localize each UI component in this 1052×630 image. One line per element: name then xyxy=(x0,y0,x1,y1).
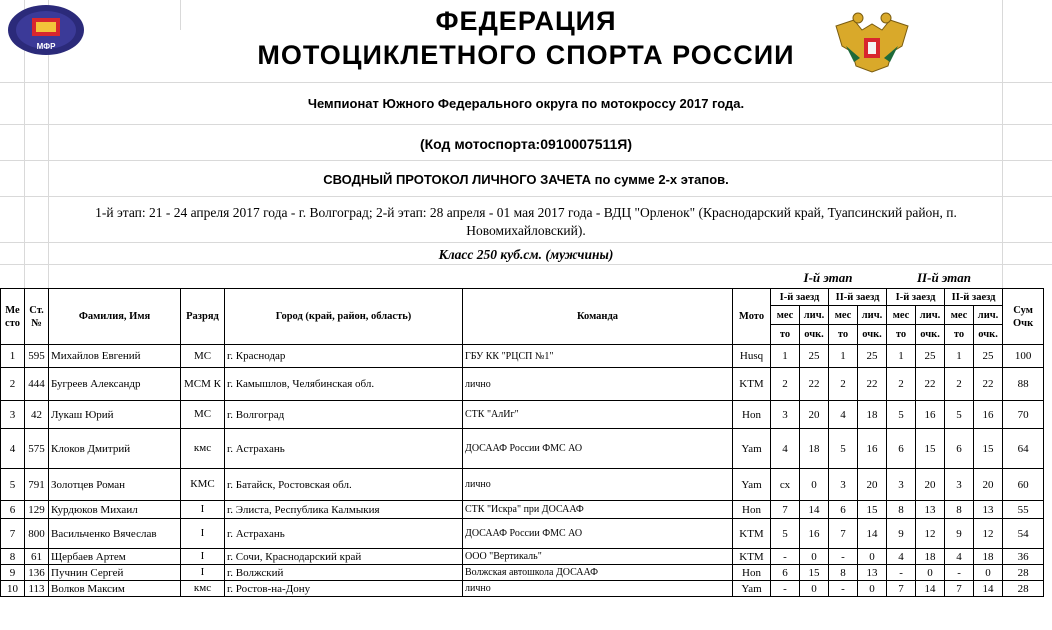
cell-city: г. Батайск, Ростовская обл. xyxy=(225,469,463,501)
sub-pts-bottom: очк. xyxy=(974,325,1003,345)
cell-rank: I xyxy=(181,519,225,549)
cell-name: Лукаш Юрий xyxy=(49,401,181,429)
cell-num: 42 xyxy=(25,401,49,429)
sub-pts-top: лич. xyxy=(800,306,829,325)
s1-heat2-header: II-й заезд xyxy=(829,289,887,306)
cell-moto: Yam xyxy=(733,469,771,501)
cell-s1h1o: 14 xyxy=(800,501,829,519)
cell-s2h2p: - xyxy=(945,565,974,581)
cell-s1h2o: 15 xyxy=(858,501,887,519)
cell-s2h2o: 0 xyxy=(974,565,1003,581)
cell-s1h1o: 22 xyxy=(800,368,829,401)
cell-s1h1o: 18 xyxy=(800,429,829,469)
cell-s1h2p: 7 xyxy=(829,519,858,549)
gridline xyxy=(0,160,1052,161)
cell-city: г. Камышлов, Челябинская обл. xyxy=(225,368,463,401)
cell-rank: МСМ К xyxy=(181,368,225,401)
cell-s1h1p: 2 xyxy=(771,368,800,401)
cell-place: 6 xyxy=(1,501,25,519)
cell-rank: МС xyxy=(181,401,225,429)
cell-s2h2p: 7 xyxy=(945,581,974,597)
cell-rank: кмс xyxy=(181,581,225,597)
cell-s2h1o: 25 xyxy=(916,345,945,368)
cell-city: г. Волгоград xyxy=(225,401,463,429)
cell-s1h1o: 25 xyxy=(800,345,829,368)
gridline xyxy=(0,196,1052,197)
cell-s2h2o: 12 xyxy=(974,519,1003,549)
col-place-header: Ме сто xyxy=(1,289,25,345)
cell-num: 575 xyxy=(25,429,49,469)
s1-heat1-header: I-й заезд xyxy=(771,289,829,306)
cell-s2h1p: 9 xyxy=(887,519,916,549)
cell-num: 129 xyxy=(25,501,49,519)
cell-s2h2o: 18 xyxy=(974,549,1003,565)
table-row xyxy=(1,429,1044,469)
gridline xyxy=(0,264,1052,265)
cell-sum: 70 xyxy=(1003,401,1044,429)
cell-s2h2o: 16 xyxy=(974,401,1003,429)
s2-heat2-header: II-й заезд xyxy=(945,289,1003,306)
table-row xyxy=(1,401,1044,429)
gridline xyxy=(0,242,1052,243)
cell-s2h1p: 4 xyxy=(887,549,916,565)
cell-s2h2o: 25 xyxy=(974,345,1003,368)
cell-sum: 88 xyxy=(1003,368,1044,401)
sub-place-bottom: то xyxy=(829,325,858,345)
cell-team: СТК "Искра" при ДОСААФ xyxy=(463,501,733,519)
cell-s2h1o: 20 xyxy=(916,469,945,501)
col-rank-header: Разряд xyxy=(181,289,225,345)
cell-rank: кмс xyxy=(181,429,225,469)
cell-s2h1o: 13 xyxy=(916,501,945,519)
cell-name: Бугреев Александр xyxy=(49,368,181,401)
col-num-header: Ст. № xyxy=(25,289,49,345)
cell-s2h1p: 1 xyxy=(887,345,916,368)
cell-s1h1p: сх xyxy=(771,469,800,501)
cell-sum: 36 xyxy=(1003,549,1044,565)
sub-place-top: мес xyxy=(945,306,974,325)
sub-place-bottom: то xyxy=(887,325,916,345)
cell-s1h1p: 7 xyxy=(771,501,800,519)
cell-place: 5 xyxy=(1,469,25,501)
col-sum-header: Сум Очк xyxy=(1003,289,1044,345)
cell-name: Васильченко Вячеслав xyxy=(49,519,181,549)
cell-sum: 28 xyxy=(1003,565,1044,581)
cell-s2h2o: 14 xyxy=(974,581,1003,597)
cell-s1h1o: 0 xyxy=(800,549,829,565)
cell-s2h2p: 6 xyxy=(945,429,974,469)
cell-s1h1o: 0 xyxy=(800,469,829,501)
cell-sum: 55 xyxy=(1003,501,1044,519)
cell-moto: Hon xyxy=(733,565,771,581)
cell-s1h2o: 20 xyxy=(858,469,887,501)
cell-num: 113 xyxy=(25,581,49,597)
cell-team: ДОСААФ России ФМС АО xyxy=(463,429,733,469)
cell-s2h2p: 8 xyxy=(945,501,974,519)
cell-num: 136 xyxy=(25,565,49,581)
cell-moto: Hon xyxy=(733,501,771,519)
table-row xyxy=(1,581,1044,597)
cell-place: 1 xyxy=(1,345,25,368)
cell-team: ГБУ КК "РЦСП №1" xyxy=(463,345,733,368)
cell-num: 61 xyxy=(25,549,49,565)
sub-pts-bottom: очк. xyxy=(800,325,829,345)
cell-team: лично xyxy=(463,469,733,501)
cell-city: г. Астрахань xyxy=(225,429,463,469)
cell-s2h1o: 16 xyxy=(916,401,945,429)
cell-s1h2p: 8 xyxy=(829,565,858,581)
cell-s1h2o: 0 xyxy=(858,581,887,597)
cell-sum: 28 xyxy=(1003,581,1044,597)
col-team-header: Команда xyxy=(463,289,733,345)
sub-pts-bottom: очк. xyxy=(916,325,945,345)
cell-s2h2o: 13 xyxy=(974,501,1003,519)
cell-s2h2p: 3 xyxy=(945,469,974,501)
cell-place: 10 xyxy=(1,581,25,597)
stage1-header: I-й этап xyxy=(803,270,853,285)
cell-rank: I xyxy=(181,501,225,519)
stage2-header: II-й этап xyxy=(917,270,971,285)
cell-s2h2o: 20 xyxy=(974,469,1003,501)
cell-num: 595 xyxy=(25,345,49,368)
cell-place: 8 xyxy=(1,549,25,565)
cell-s2h1o: 15 xyxy=(916,429,945,469)
class-title: Класс 250 куб.см. (мужчины) xyxy=(438,247,614,262)
cell-name: Пучнин Сергей xyxy=(49,565,181,581)
sub-pts-bottom: очк. xyxy=(858,325,887,345)
cell-s2h1p: 3 xyxy=(887,469,916,501)
cell-place: 2 xyxy=(1,368,25,401)
cell-s1h2p: 5 xyxy=(829,429,858,469)
cell-rank: КМС xyxy=(181,469,225,501)
cell-moto: KTM xyxy=(733,368,771,401)
cell-s1h2p: 3 xyxy=(829,469,858,501)
cell-s1h2o: 25 xyxy=(858,345,887,368)
cell-s2h2p: 2 xyxy=(945,368,974,401)
cell-s1h2o: 13 xyxy=(858,565,887,581)
gridline xyxy=(0,82,1052,83)
cell-s1h1o: 16 xyxy=(800,519,829,549)
cell-name: Клоков Дмитрий xyxy=(49,429,181,469)
cell-s1h1p: 1 xyxy=(771,345,800,368)
cell-s1h2p: 2 xyxy=(829,368,858,401)
cell-place: 4 xyxy=(1,429,25,469)
cell-s1h2p: - xyxy=(829,581,858,597)
sub-pts-top: лич. xyxy=(974,306,1003,325)
cell-s2h1o: 18 xyxy=(916,549,945,565)
cell-rank: МС xyxy=(181,345,225,368)
sub-place-top: мес xyxy=(829,306,858,325)
cell-s2h1o: 22 xyxy=(916,368,945,401)
federation-title-line1: ФЕДЕРАЦИЯ xyxy=(435,6,617,36)
cell-s1h1o: 15 xyxy=(800,565,829,581)
cell-place: 7 xyxy=(1,519,25,549)
cell-s2h1p: 8 xyxy=(887,501,916,519)
cell-num: 444 xyxy=(25,368,49,401)
cell-team: ДОСААФ России ФМС АО xyxy=(463,519,733,549)
gridline xyxy=(0,124,1052,125)
sub-place-bottom: то xyxy=(945,325,974,345)
cell-s1h1o: 20 xyxy=(800,401,829,429)
cell-city: г. Сочи, Краснодарский край xyxy=(225,549,463,565)
cell-team: ООО "Вертикаль" xyxy=(463,549,733,565)
cell-s2h1p: - xyxy=(887,565,916,581)
stages-info: 1-й этап: 21 - 24 апреля 2017 года - г. Волгоград; 2-й этап: 28 апреля - 01 мая 2017 года - ВДЦ "Орленок" (Краснодарский край, Туапсинский район, п. Новомихайловский). xyxy=(95,205,957,238)
cell-s2h1p: 6 xyxy=(887,429,916,469)
cell-sum: 100 xyxy=(1003,345,1044,368)
sport-code: (Код мотоспорта:0910007511Я) xyxy=(419,136,633,152)
cell-s1h2p: 4 xyxy=(829,401,858,429)
cell-sum: 54 xyxy=(1003,519,1044,549)
table-row xyxy=(1,549,1044,565)
cell-city: г. Краснодар xyxy=(225,345,463,368)
cell-place: 9 xyxy=(1,565,25,581)
sub-pts-top: лич. xyxy=(916,306,945,325)
cell-moto: Hon xyxy=(733,401,771,429)
cell-s2h2p: 5 xyxy=(945,401,974,429)
cell-name: Курдюков Михаил xyxy=(49,501,181,519)
results-body xyxy=(1,345,1044,597)
results-table xyxy=(0,288,1044,597)
col-moto-header: Мото xyxy=(733,289,771,345)
cell-s1h1p: 5 xyxy=(771,519,800,549)
cell-team: СТК "АлИг" xyxy=(463,401,733,429)
cell-s2h2o: 15 xyxy=(974,429,1003,469)
cell-rank: I xyxy=(181,565,225,581)
cell-s2h2p: 1 xyxy=(945,345,974,368)
cell-name: Михайлов Евгений xyxy=(49,345,181,368)
cell-s2h2p: 9 xyxy=(945,519,974,549)
cell-moto: Yam xyxy=(733,581,771,597)
col-city-header: Город (край, район, область) xyxy=(225,289,463,345)
table-row xyxy=(1,519,1044,549)
cell-city: г. Ростов-на-Дону xyxy=(225,581,463,597)
cell-num: 800 xyxy=(25,519,49,549)
cell-s2h1o: 14 xyxy=(916,581,945,597)
cell-s1h2p: 6 xyxy=(829,501,858,519)
cell-team: лично xyxy=(463,581,733,597)
cell-moto: KTM xyxy=(733,549,771,565)
cell-s2h1p: 5 xyxy=(887,401,916,429)
table-row xyxy=(1,345,1044,368)
cell-team: Волжская автошкола ДОСААФ xyxy=(463,565,733,581)
federation-title-line2: МОТОЦИКЛЕТНОГО СПОРТА РОССИИ xyxy=(257,40,795,70)
cell-city: г. Волжский xyxy=(225,565,463,581)
sub-pts-top: лич. xyxy=(858,306,887,325)
cell-s2h2o: 22 xyxy=(974,368,1003,401)
cell-city: г. Элиста, Республика Калмыкия xyxy=(225,501,463,519)
cell-s1h2o: 22 xyxy=(858,368,887,401)
cell-num: 791 xyxy=(25,469,49,501)
championship-title: Чемпионат Южного Федерального округа по мотокроссу 2017 года. xyxy=(307,96,745,111)
cell-s1h2o: 14 xyxy=(858,519,887,549)
cell-name: Волков Максим xyxy=(49,581,181,597)
table-row xyxy=(1,501,1044,519)
cell-s2h1p: 2 xyxy=(887,368,916,401)
cell-s2h1p: 7 xyxy=(887,581,916,597)
protocol-title: СВОДНЫЙ ПРОТОКОЛ ЛИЧНОГО ЗАЧЕТА по сумме 2-х этапов. xyxy=(323,172,729,187)
cell-moto: KTM xyxy=(733,519,771,549)
sub-place-bottom: то xyxy=(771,325,800,345)
cell-name: Щербаев Артем xyxy=(49,549,181,565)
sub-place-top: мес xyxy=(887,306,916,325)
cell-s1h2o: 0 xyxy=(858,549,887,565)
cell-city: г. Астрахань xyxy=(225,519,463,549)
cell-s1h2o: 16 xyxy=(858,429,887,469)
table-row xyxy=(1,565,1044,581)
cell-rank: I xyxy=(181,549,225,565)
table-row xyxy=(1,469,1044,501)
cell-s1h1p: 6 xyxy=(771,565,800,581)
col-name-header: Фамилия, Имя xyxy=(49,289,181,345)
sub-place-top: мес xyxy=(771,306,800,325)
logo-left-text: МФР xyxy=(36,42,56,51)
cell-team: лично xyxy=(463,368,733,401)
cell-sum: 60 xyxy=(1003,469,1044,501)
cell-s2h2p: 4 xyxy=(945,549,974,565)
cell-s1h1p: 4 xyxy=(771,429,800,469)
cell-s1h1p: 3 xyxy=(771,401,800,429)
cell-s1h1o: 0 xyxy=(800,581,829,597)
cell-place: 3 xyxy=(1,401,25,429)
cell-s1h2p: 1 xyxy=(829,345,858,368)
cell-moto: Yam xyxy=(733,429,771,469)
table-row xyxy=(1,368,1044,401)
s2-heat1-header: I-й заезд xyxy=(887,289,945,306)
cell-s1h2o: 18 xyxy=(858,401,887,429)
cell-name: Золотцев Роман xyxy=(49,469,181,501)
cell-s1h2p: - xyxy=(829,549,858,565)
cell-s2h1o: 0 xyxy=(916,565,945,581)
cell-s2h1o: 12 xyxy=(916,519,945,549)
cell-s1h1p: - xyxy=(771,581,800,597)
cell-s1h1p: - xyxy=(771,549,800,565)
cell-moto: Husq xyxy=(733,345,771,368)
cell-sum: 64 xyxy=(1003,429,1044,469)
